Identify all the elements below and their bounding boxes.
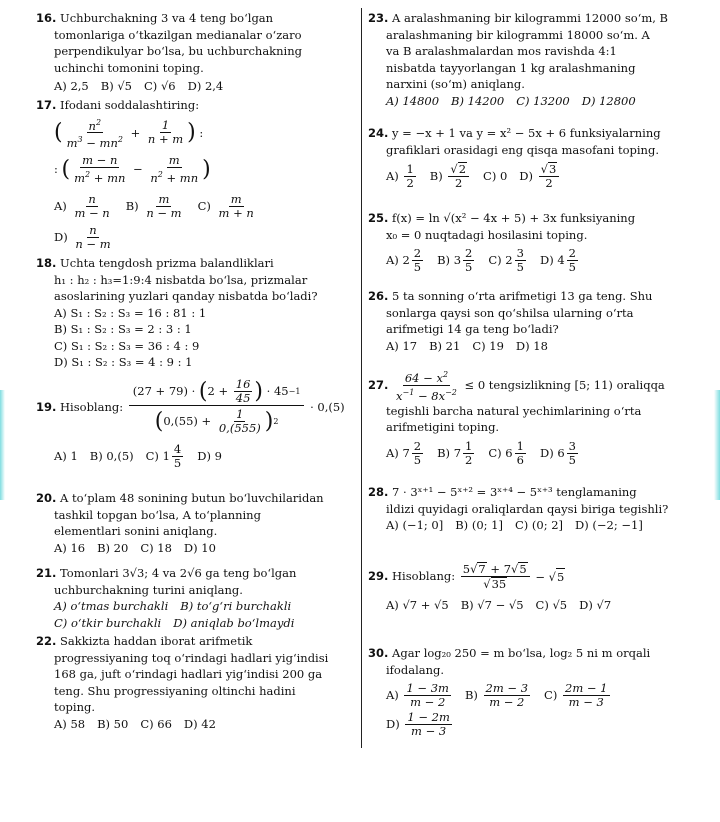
question-text-line: elementlari sonini aniqlang. [54,524,218,538]
option-d[interactable]: D) 42 [183,716,216,731]
option-b[interactable]: B) to‘g‘ri burchakli [180,599,292,613]
question-20 [36,490,356,556]
inequality-fraction: $\frac{64 - x^2}{x^{-1} - 8x^{-2}}$ [396,370,457,403]
expression-line-1: ( $n^2$ $m^3 - mn^2$ + $\frac{1}{n + m}$ ) : [54,117,204,151]
question-text-line: va B aralashmalardan mos ravishda 4:1 [386,44,617,58]
question-number: 22. [36,634,57,648]
option-d[interactable]: D) 1 − 2m m − 3 [386,710,450,738]
option-d[interactable]: D) 9 [197,449,222,464]
option-c[interactable]: C) 1 4 5 [145,442,182,470]
option-d[interactable]: D) S₁ : S₂ : S₃ = 4 : 9 : 1 [54,355,193,369]
question-text-line: ifodalang. [386,662,445,677]
question-27 [368,368,713,467]
right-edge-decoration [714,390,720,500]
question-number: 23. [368,11,389,25]
question-18 [36,255,356,371]
question-text-line: A to‘plam 48 sonining butun bo‘luvchilaridan [60,491,324,505]
option-c[interactable]: C) √5 [535,598,568,612]
question-number: 27. [368,378,389,393]
question-number: 24. [368,126,389,140]
option-c[interactable]: C) 2 3 5 [488,246,524,274]
option-d[interactable]: D) 6 3 5 [539,438,576,467]
question-number: 19. [36,400,57,415]
question-21 [36,565,356,631]
question-number: 29. [368,569,389,584]
option-a[interactable]: A) 16 [54,540,86,555]
question-text-line: sonlarga qaysi son qo‘shilsa ularning o‘rta [386,305,634,320]
option-b[interactable]: B) 3 2 5 [437,246,473,274]
question-text-line: Agar log₂₀ 250 = m bo‘lsa, log₂ 5 ni m orqali [392,646,651,660]
question-text-line: teng. Shu progressiyaning oltinchi hadini [54,683,296,698]
question-24 [368,125,713,190]
option-a[interactable]: A) 2,5 [54,79,89,93]
question-text-line: x₀ = 0 nuqtadagi hosilasini toping. [386,227,588,242]
option-a[interactable]: A) 1 [54,449,78,464]
option-a[interactable]: A) 14800 [386,93,440,108]
option-d[interactable]: D) 10 [183,540,216,555]
option-c[interactable]: C) m m + n [197,191,254,220]
option-a[interactable]: A) 17 [386,338,418,353]
question-text-line: f(x) = ln √(x² − 4x + 5) + 3x funksiyaning [392,211,636,225]
option-a[interactable]: A) 1 − 3m m − 2 [386,681,449,709]
question-19: 19. Hisoblang: (27 + 79) · ( 2 + 16 45 ) · 45 −1 ( 0,(55) + 1 0,(555) ) 2 · 0,(5) A) 1 B) 0,(5) C) 1 4 5 D) 9 [36,377,345,470]
option-a[interactable]: A) n m − n [54,191,110,220]
question-text-line: 7 · 3ˣ⁺¹ − 5ˣ⁺² = 3ˣ⁺⁴ − 5ˣ⁺³ tenglamaning [392,485,637,499]
option-d[interactable]: D) 2,4 [187,79,224,93]
question-text-line: uchburchakning turini aniqlang. [54,582,243,597]
question-text-line: toping. [54,700,96,714]
question-text-line: nisbatda tayyorlangan 1 kg aralashmaning [386,60,636,75]
option-c[interactable]: C) 2m − 1 m − 3 [544,681,608,709]
option-b[interactable]: B) 7 1 2 [437,438,473,467]
option-b[interactable]: B) 14200 [451,93,505,108]
option-c[interactable]: C) 13200 [516,93,570,108]
option-b[interactable]: B) 2m − 3 m − 2 [464,681,529,709]
question-29: 29. Hisoblang: 5√7 + 7√5 √35 − √5 A) √7 + √5 B) √7 − √5 C) √5 D) √7 [368,562,612,612]
question-25 [368,210,713,274]
question-text-line: y = −x + 1 va y = x² − 5x + 6 funksiyalarning [392,126,661,140]
option-b[interactable]: B) (0; 1] [455,518,503,532]
question-16 [36,10,356,95]
question-text-line: A aralashmaning bir kilogrammi 12000 so‘m, B [392,11,668,25]
question-text-line: Uchburchakning 3 va 4 teng bo‘lgan [60,11,274,25]
expression: 5√7 + 7√5 √35 [461,562,530,591]
option-b[interactable]: B) m n − m [125,191,182,220]
question-text-line: asoslarining yuzlari qanday nisbatda bo‘ladi? [54,289,318,303]
question-22 [36,633,356,732]
question-number: 20. [36,491,57,505]
question-23 [368,10,713,109]
expression-line-2: : ( m − n $m^2$ + mn − $\frac{m}{n^2 + mn}$ ) [54,153,211,185]
option-a[interactable]: A) 1 2 [386,161,414,190]
option-d[interactable]: D) 18 [515,338,548,353]
option-a[interactable]: A) (−1; 0] [386,518,444,532]
option-c[interactable]: C) √6 [144,79,176,93]
question-number: 25. [368,211,389,225]
option-a[interactable]: A) 58 [54,716,86,731]
option-c[interactable]: C) 66 [140,716,172,731]
option-c[interactable]: C) 19 [472,338,504,353]
column-divider [361,8,362,748]
option-b[interactable]: B) 50 [97,716,129,731]
question-text-line: ≤ 0 tengsizlikning [5; 11) oraliqqa [464,378,665,393]
option-a[interactable]: A) 2 2 5 [386,246,422,274]
question-text-line: grafiklari orasidagi eng qisqa masofani toping. [386,142,659,157]
option-c[interactable]: C) 6 1 6 [488,438,524,467]
option-d[interactable]: D) 12800 [581,93,636,108]
question-26 [368,288,713,354]
option-b[interactable]: B) √2 2 [430,162,471,190]
left-edge-decoration [0,390,5,500]
option-c[interactable]: C) o‘tkir burchakli [54,615,162,630]
question-text-line: Sakkizta haddan iborat arifmetik [60,634,253,648]
option-b[interactable]: B) S₁ : S₂ : S₃ = 2 : 3 : 1 [54,322,192,336]
question-text-line: h₁ : h₂ : h₃=1:9:4 nisbatda bo‘lsa, prizmalar [54,272,308,287]
option-a[interactable]: A) √7 + √5 [386,598,449,612]
option-c[interactable]: C) 18 [140,540,172,555]
option-a[interactable]: A) S₁ : S₂ : S₃ = 16 : 81 : 1 [54,305,207,320]
question-text-line: uchinchi tomonini toping. [54,60,204,75]
option-b[interactable]: B) 0,(5) [89,449,134,464]
question-number: 16. [36,11,57,25]
question-number: 21. [36,566,57,580]
question-text-line: tegishli barcha natural yechimlarining o‘rta [386,403,642,418]
question-text-line: progressiyaning toq o‘rindagi hadlari yig‘indisi [54,650,329,665]
question-text-line: narxini (so‘m) aniqlang. [386,77,525,91]
question-text-line: perpendikulyar bo‘lsa, bu uchburchakning [54,44,302,58]
option-b[interactable]: B) 20 [97,540,129,555]
option-a[interactable]: A) 7 2 5 [386,438,422,467]
option-d[interactable]: D) 4 2 5 [539,246,576,274]
option-a[interactable]: A) o‘tmas burchakli [54,599,169,613]
question-number: 18. [36,256,57,270]
option-d[interactable]: D) (−2; −1] [575,518,643,532]
option-d[interactable]: D) √7 [579,598,612,612]
question-text-line: 168 ga, juft o‘rindagi hadlari yig‘indisi 200 ga [54,667,323,681]
option-c[interactable]: C) 0 [483,168,508,183]
question-number: 17. [36,98,57,112]
question-text-line: arifmetigini toping. [386,420,500,435]
question-text-line: Tomonlari 3√3; 4 va 2√6 ga teng bo‘lgan [60,566,297,580]
question-text-line: tomonlariga o‘tkazilgan medianalar o‘zaro [54,27,302,42]
option-c[interactable]: C) (0; 2] [514,518,564,532]
question-text-line: ildizi quyidagi oraliqlardan qaysi biriga tegishli? [386,501,669,516]
question-text: Ifodani soddalashtiring: [60,98,200,112]
question-text-line: aralashmaning bir kilogrammi 18000 so‘m. A [386,27,650,42]
question-text-line: arifmetigi 14 ga teng bo‘ladi? [386,322,559,336]
question-text-line: 5 ta sonning o‘rta arifmetigi 13 ga teng. Shu [392,289,653,303]
question-text-line: tashkil topgan bo‘lsa, A to‘planning [54,507,261,522]
expression: (27 + 79) · ( 2 + 16 45 ) · 45 −1 ( 0,(55) + 1 0,(555) ) 2 [129,378,305,437]
question-30 [368,645,713,738]
question-number: 30. [368,646,389,660]
question-17 [36,97,356,251]
option-d[interactable]: D) √3 2 [519,162,561,190]
question-text-line: Uchta tengdosh prizma balandliklari [60,256,274,270]
question-28 [368,484,713,534]
question-text: Hisoblang: [392,569,456,584]
option-d[interactable]: D) aniqlab bo‘lmaydi [173,615,295,630]
question-text: Hisoblang: [60,400,124,415]
option-d[interactable]: D) n n − m [54,222,111,251]
question-number: 26. [368,289,389,303]
option-b[interactable]: B) √5 [100,79,132,93]
question-number: 28. [368,485,389,499]
option-b[interactable]: B) √7 − √5 [460,598,524,612]
option-c[interactable]: C) S₁ : S₂ : S₃ = 36 : 4 : 9 [54,338,200,353]
option-b[interactable]: B) 21 [429,338,461,353]
